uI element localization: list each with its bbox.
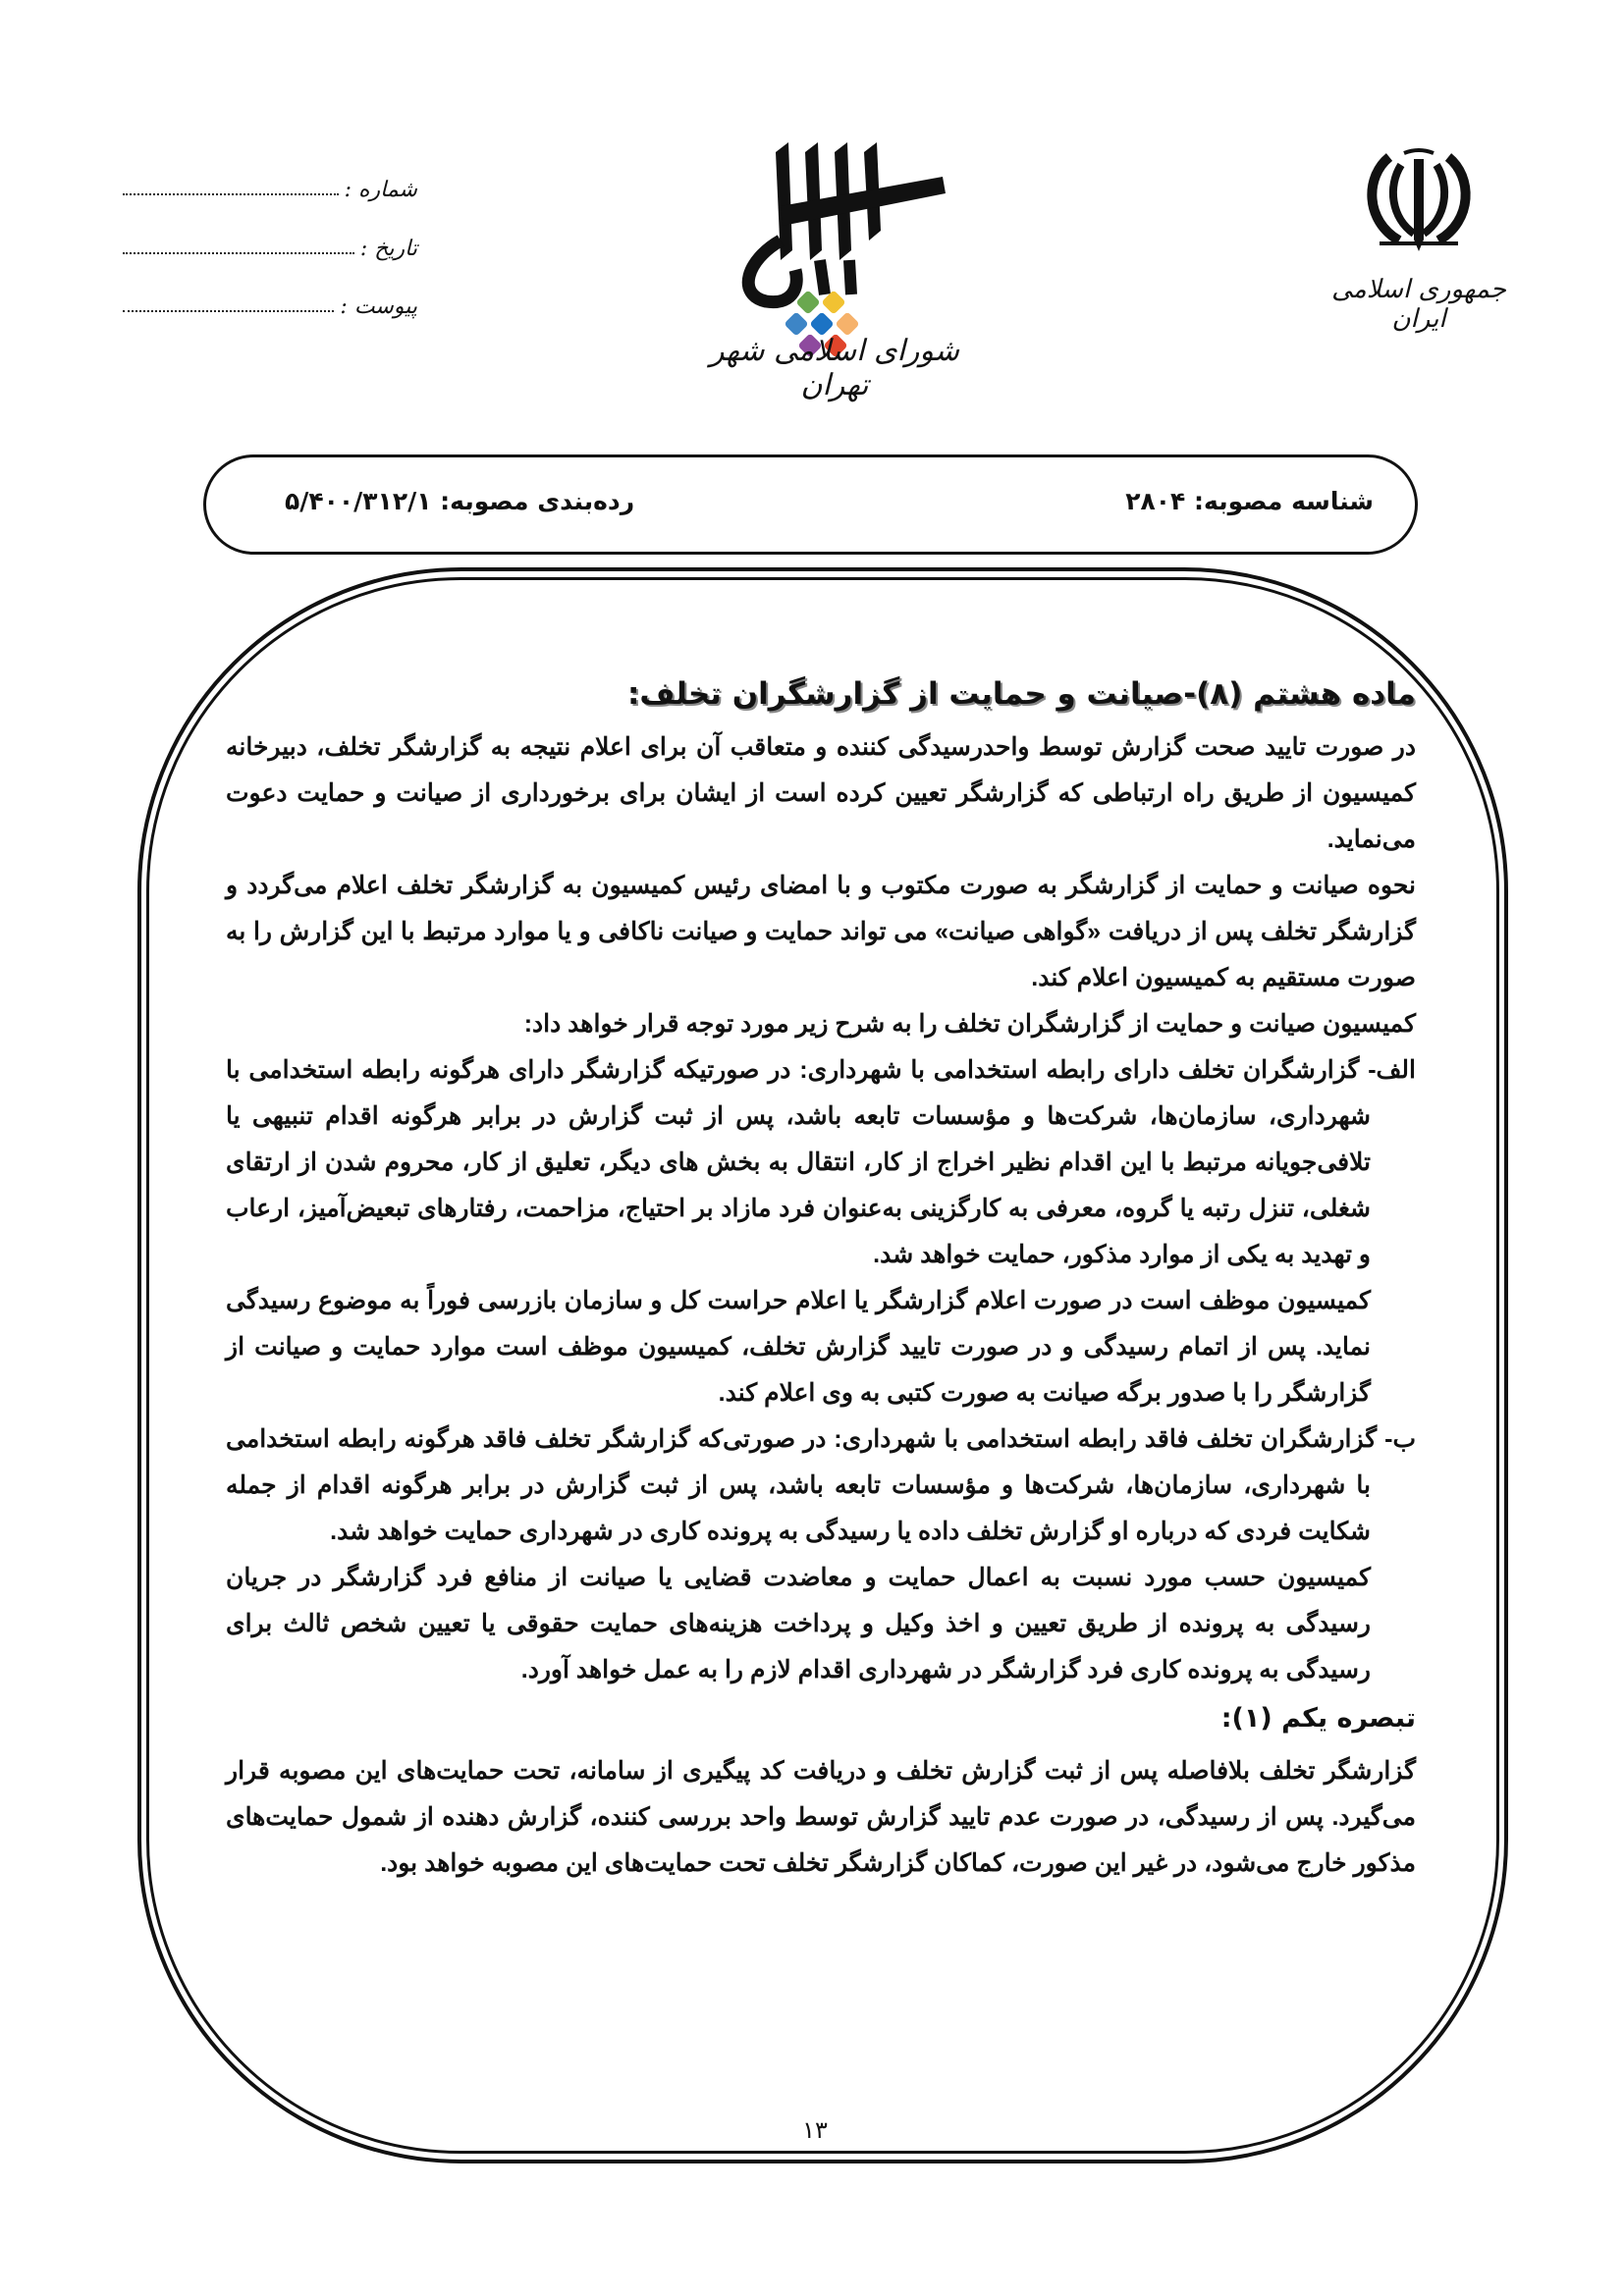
article-title: ماده هشتم (۸)-صیانت و حمایت از گزارشگران تخلف: [626,676,1416,712]
number-field [123,175,417,204]
date-value-line [123,252,354,254]
paragraph-2: نحوه صیانت و حمایت از گزارشگر به صورت مکتوب و با امضای رئیس کمیسیون به گزارشگر تخلف اعلام می‌گردد و گزارشگر تخلف پس از دریافت «گواهی صیانت» می تواند حمایت و صیانت ناکافی و یا موارد مرتبط با این گزارش را به صورت مستقیم به کمیسیون اعلام کند. [226,872,1416,991]
item-a-followup: کمیسیون موظف است در صورت اعلام گزارشگر یا اعلام حراست کل و سازمان بازرسی فوراً به موضوع رسیدگی نماید. پس از اتمام رسیدگی و در صورت تایید گزارش تخلف، کمیسیون موظف است موارد حمایت و صیانت از گزارشگر را با صدور برگه صیانت به صورت کتبی به وی اعلام کند. [226,1287,1371,1407]
attachment-label: پیوست : [340,294,417,319]
number-value-line [123,193,339,195]
page-number: ۱۳ [802,2116,828,2144]
number-label: شماره : [344,177,417,202]
council-name: شورای اسلامی شهر تهران [710,334,959,402]
note-title: تبصره یکم (۱): [1220,1703,1416,1734]
resolution-id: شناسه مصوبه: ۲۸۰۴ [1125,487,1374,515]
resolution-info-box [203,454,1418,555]
item-a: الف- گزارشگران تخلف دارای رابطه استخدامی با شهرداری: در صورتیکه گزارشگر دارای هرگونه رابطه استخدامی با شهرداری، سازمان‌ها، شرکت‌ها و مؤسسات تابعه باشد، پس از ثبت گزارش در برابر هرگونه اقدام تنبیهی یا تلافی‌جویانه مرتبط با این اقدام نظیر اخراج از کار، انتقال به بخش های دیگر، تعلیق از کار، محروم شدن از ارتقای شغلی، تنزل رتبه یا گروه، معرفی به کارگزینی به‌عنوان فرد مازاد بر احتیاج، مزاحمت، رفتارهای تبعیض‌آمیز، ارعاب و تهدید به یکی از موارد مذکور، حمایت خواهد شد. [226,1056,1416,1268]
article-content [226,667,1416,1887]
item-b-followup: کمیسیون حسب مورد نسبت به اعمال حمایت و معاضدت قضایی یا صیانت از منافع فرد گزارشگر در جریان رسیدگی به پرونده از طریق تعیین و اخذ وکیل و پرداخت هزینه‌های حمایت حقوقی یا تعیین شخص ثالث برای رسیدگی به پرونده کاری فرد گزارشگر در شهرداری اقدام لازم را به عمل خواهد آورد. [226,1564,1371,1683]
attachment-field [123,292,417,321]
item-b: ب- گزارشگران تخلف فاقد رابطه استخدامی با شهرداری: در صورتی‌که گزارشگر تخلف فاقد هرگونه رابطه استخدامی با شهرداری، سازمان‌ها، شرکت‌ها و مؤسسات تابعه باشد، پس از ثبت گزارش در برابر هرگونه اقدام از جمله شکایت فردی که درباره او گزارش تخلف داده یا رسیدگی به پرونده کاری در شهرداری حمایت خواهد شد. [226,1425,1416,1545]
resolution-classification: رده‌بندی مصوبه: ۵/۴۰۰/۳۱۲/۱ [285,487,635,515]
note-text: گزارشگر تخلف بلافاصله پس از ثبت گزارش تخلف و دریافت کد پیگیری از سامانه، تحت حمایت‌های این مصوبه قرار می‌گیرد. پس از رسیدگی، در صورت عدم تایید گزارش توسط واحد بررسی کننده، گزارش دهنده از شمول حمایت‌های مذکور خارج می‌شود، در غیر این صورت، کماکان گزارشگر تخلف تحت حمایت‌های این مصوبه خواهد بود. [226,1757,1416,1877]
date-label: تاریخ : [359,236,417,261]
iran-emblem-icon [1360,147,1478,255]
date-field [123,234,417,263]
republic-name: جمهوری اسلامی ایران [1331,275,1506,334]
paragraph-1: در صورت تایید صحت گزارش توسط واحدرسیدگی کننده و متعاقب آن برای اعلام نتیجه به گزارشگر تخلف، دبیرخانه کمیسیون از طریق راه ارتباطی که گزارشگر تعیین کرده است از ایشان برای برخورداری از صیانت و حمایت دعوت می‌نماید. [226,733,1416,853]
attachment-value-line [123,310,334,312]
paragraph-3: کمیسیون صیانت و حمایت از گزارشگران تخلف را به شرح زیر مورد توجه قرار خواهد داد: [523,1010,1416,1038]
